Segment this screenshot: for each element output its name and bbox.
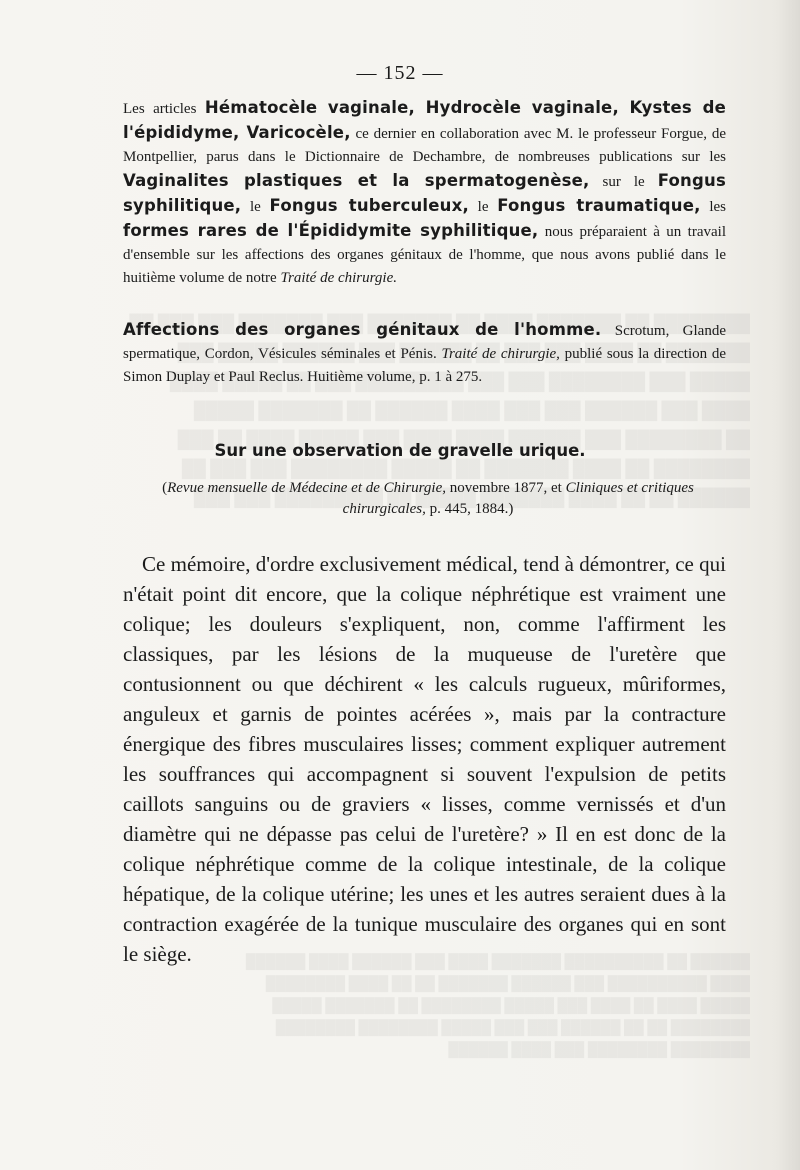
citation-text-2: novembre 1877, et xyxy=(446,480,566,496)
page-number: — 152 — xyxy=(356,62,444,84)
citation-italic-2: Cliniques et critiques chirurgicales, xyxy=(342,480,694,517)
articles-text-3: sur le xyxy=(589,174,658,190)
affections-italic-1: Traité de chirurgie, xyxy=(441,346,560,362)
articles-italic-1: Traité de chirurgie. xyxy=(280,270,397,286)
affections-text-2: publié sous la direction de Simon Duplay et Paul Reclus. Huitième volume, p. 1 à 275. xyxy=(123,346,726,385)
articles-text-5: le xyxy=(468,199,498,215)
articles-bold-3: Fongus syphilitique, xyxy=(123,171,726,215)
affections-text-1: Scrotum, Glande spermatique, Cordon, Vésicules séminales et Pénis. xyxy=(123,323,726,362)
citation xyxy=(138,478,718,520)
articles-bold-2: Vaginalites plastiques et la spermatogenèse, xyxy=(123,171,590,190)
section-heading: Sur une observation de gravelle urique. xyxy=(214,441,586,460)
articles-text-6: les xyxy=(700,199,726,215)
citation-italic-1: Revue mensuelle de Médecine et de Chirurgie, xyxy=(167,480,447,496)
body-paragraph: Ce mémoire, d'ordre exclusivement médical, tend à démontrer, ce qui n'était point dit encore, que la colique néphrétique est vraiment une colique; les douleurs s'expliquent, non, comme l'affirment les classiques, par les lésions de la muqueuse de l'uretère que contusionnent ou que déchirent « les calculs rugueux, mûriformes, anguleux et garnis de pointes acérées », mais par la contracture énergique des fibres musculaires lisses; comment expliquer autrement les souffrances qui accompagnent si souvent l'expulsion de petits caillots sanguins ou de graviers « lisses, comme vernissés et d'un diamètre qui ne dépasse pas celui de l'uretère? » Il en est donc de la colique néphrétique comme de la colique intestinale, de la colique hépatique, de la colique utérine; les unes et les autres seraient dues à la contraction exagérée de la tunique musculaire des organes qui en sont le siège. xyxy=(123,552,726,966)
articles-bold-1: Hématocèle vaginale, Hydrocèle vaginale, Kystes de l'épididyme, Varicocèle, xyxy=(123,98,726,142)
articles-bold-5: Fongus traumatique, xyxy=(497,196,701,215)
articles-text-4: le xyxy=(241,199,270,215)
affections-paragraph xyxy=(123,318,726,389)
articles-bold-4: Fongus tuberculeux, xyxy=(269,196,469,215)
articles-text-2: ce dernier en collaboration avec M. le professeur Forgue, de Montpellier, parus dans le Dictionnaire de Dechambre, de nombreuses publications sur les xyxy=(123,126,727,165)
articles-text-7: nous préparaient à un travail d'ensemble sur les affections des organes génitaux de l'homme, que nous avons publié dans le huitième volume de notre xyxy=(123,224,726,286)
affections-bold-title: Affections des organes génitaux de l'homme. xyxy=(123,320,602,339)
citation-text-1: ( xyxy=(162,480,168,496)
articles-bold-6: formes rares de l'Épididymite syphilitique, xyxy=(123,221,539,240)
citation-text-3: p. 445, 1884.) xyxy=(425,501,514,517)
articles-paragraph xyxy=(123,96,726,290)
articles-text-1: Les articles xyxy=(123,101,205,117)
